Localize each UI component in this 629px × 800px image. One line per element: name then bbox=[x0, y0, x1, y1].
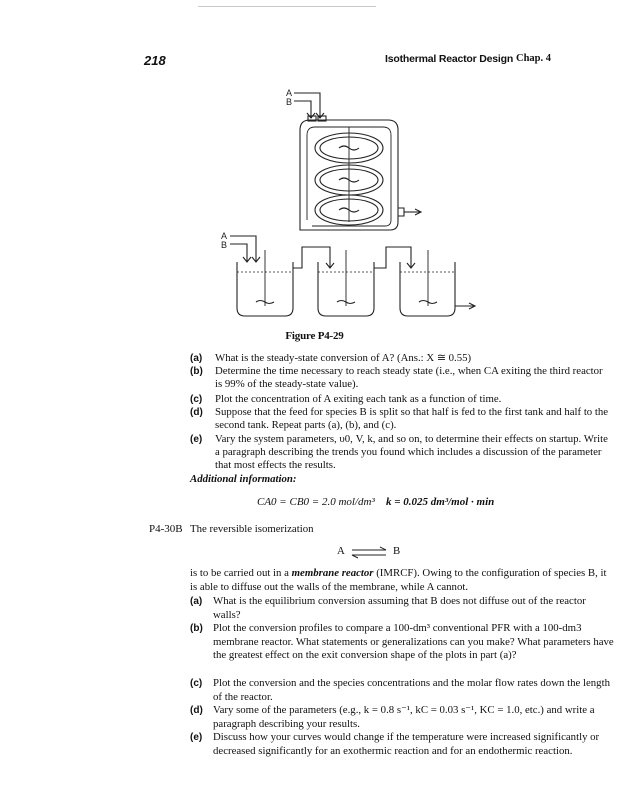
page-number: 218 bbox=[144, 53, 166, 68]
feed-label-b-top: B bbox=[286, 97, 293, 107]
p429-part-d: (d) Suppose that the feed for species B is split so that half is fed to the first tank and half to the second tank. Repeat parts (a), (b), and (c). bbox=[190, 406, 609, 432]
p429-part-b: (b) Determine the time necessary to reach steady state (i.e., when CA exiting the third reactor is 99% of the steady-state value). bbox=[190, 365, 603, 391]
problem-id: P4-30B bbox=[149, 523, 183, 535]
p429-part-c: (c) Plot the concentration of A exiting each tank as a function of time. bbox=[190, 393, 502, 405]
reaction-right: B bbox=[393, 545, 401, 557]
p429-part-a: (a) What is the steady-state conversion of A? (Ans.: X ≅ 0.55) bbox=[190, 352, 472, 364]
running-title: Isothermal Reactor Design bbox=[385, 53, 514, 65]
equation-rate-constant: k = 0.025 dm³/mol · min bbox=[386, 496, 495, 508]
p429-part-e: (e) Vary the system parameters, υ0, V, k, and so on, to determine their effects on startup. Write a paragraph describing the trends you found which includes a discussion of the parameter that most effects the results. bbox=[190, 433, 608, 472]
p430-part-a: (a) What is the equilibrium conversion assuming that B does not diffuse out of the reactor walls? bbox=[190, 595, 586, 621]
p430-part-c: (c) Plot the conversion and the species concentrations and the molar flow rates down the length of the reactor. bbox=[190, 677, 610, 703]
feed-label-a-top: A bbox=[286, 88, 293, 98]
additional-info-heading: Additional information: bbox=[190, 473, 297, 485]
feed-label-a-bottom: A bbox=[221, 231, 228, 241]
equation-concentrations: CA0 = CB0 = 2.0 mol/dm³ bbox=[257, 496, 375, 508]
figure-caption: Figure P4-29 bbox=[285, 330, 344, 342]
chapter-label: Chap. 4 bbox=[516, 53, 552, 64]
reaction-left: A bbox=[337, 545, 345, 557]
cstr-3 bbox=[400, 262, 455, 316]
p430-part-b: (b) Plot the conversion profiles to compare a 100-dm³ conventional PFR with a 100-dm3 membrane reactor. What statements or generalizations can you make? What parameters have the greatest effect on the exit conversion shape of the plots in part (a)? bbox=[190, 622, 614, 662]
feed-label-b-bottom: B bbox=[221, 240, 228, 250]
p430-intro: The reversible isomerization bbox=[190, 523, 314, 535]
p430-part-e: (e) Discuss how your curves would change if the temperature were increased significantly or decreased significantly for an exothermic reaction and for an endothermic reaction. bbox=[190, 731, 600, 757]
reactor-figure bbox=[0, 0, 629, 330]
equilibrium-arrows-icon bbox=[350, 545, 390, 559]
p430-description: is to be carried out in a membrane reactor (IMRCF). Owing to the configuration of species B, it is able to diffuse out the walls of the membrane, while A cannot. bbox=[190, 567, 607, 593]
p430-part-d: (d) Vary some of the parameters (e.g., k = 0.8 s⁻¹, kC = 0.03 s⁻¹, KC = 1.0, etc.) and write a paragraph describing your results. bbox=[190, 704, 595, 730]
